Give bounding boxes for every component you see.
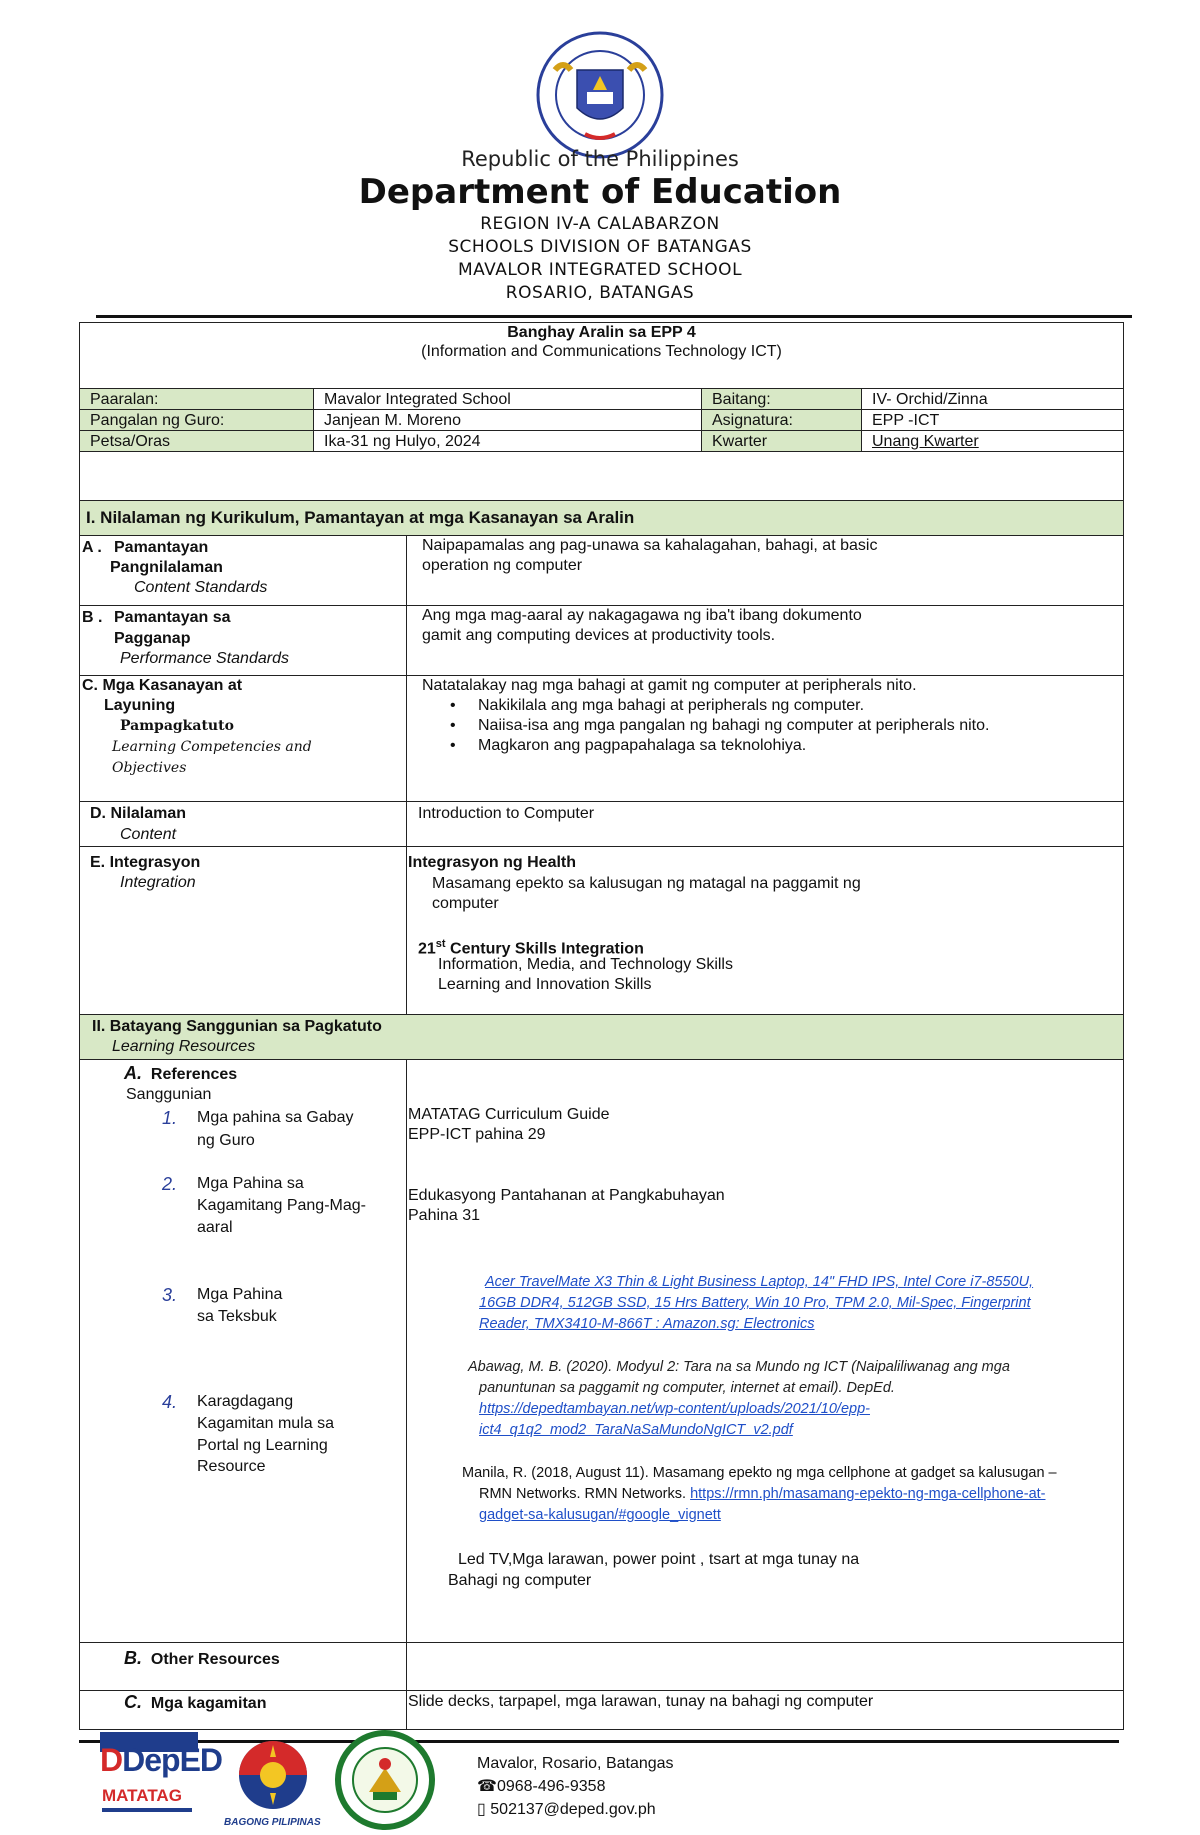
ref-value-1-line2: EPP-ICT pahina 29 [408, 1126, 546, 1143]
abawag-citation-line1: Abawag, M. B. (2020). Modyul 2: Tara na sa Mundo ng ICT (Naipaliliwanag ang mga [468, 1359, 1010, 1375]
d-subtitle: Content [120, 826, 177, 843]
bagong-pilipinas-text: BAGONG PILIPINAS [224, 1817, 321, 1828]
paaralan-value: Mavalor Integrated School [313, 388, 702, 410]
b-text-line2: gamit ang computing devices at productivity tools. [422, 627, 776, 644]
ref-label-4-line4: Resource [197, 1458, 266, 1475]
row-divider [79, 1642, 1124, 1643]
paaralan-label: Paaralan: [79, 388, 314, 410]
section-1-header [79, 500, 1124, 536]
century-skills-title: 21st Century Skills Integration [418, 938, 644, 958]
c-subtitle-line2: Objectives [112, 760, 187, 776]
c-title-line1: C. Mga Kasanayan at [82, 677, 243, 694]
abawag-citation-line2: panuntunan sa paggamit ng computer, internet at email). DepEd. [479, 1380, 895, 1396]
section-2-header [79, 1014, 1124, 1060]
b-subtitle: Performance Standards [120, 650, 289, 667]
baitang-value: IV- Orchid/Zinna [861, 388, 1124, 410]
phone-icon: ☎ [477, 1778, 497, 1795]
c-title-line2: Layuning [104, 697, 176, 714]
a-subtitle: Content Standards [134, 579, 268, 596]
section-2-subtitle: Learning Resources [112, 1038, 256, 1055]
b-letter: B . [82, 609, 103, 626]
header-divider [96, 315, 1132, 318]
b-text-line1: Ang mga mag-aaral ay nakagagawa ng iba't ibang dokumento [422, 607, 862, 624]
e-title: E. Integrasyon [90, 854, 201, 871]
a-letter: A . [82, 539, 102, 556]
ref-label-1-line2: ng Guro [197, 1132, 255, 1149]
skill-line2: Learning and Innovation Skills [438, 976, 652, 993]
footer-address: Mavalor, Rosario, Batangas [477, 1755, 674, 1772]
bagong-pilipinas-logo [218, 1735, 328, 1827]
list-item: • Nakikilala ang mga bahagi at peripherals ng computer. [478, 696, 989, 716]
b-title-line2: Pagganap [114, 630, 191, 647]
ref-number-2: 2. [162, 1174, 178, 1194]
column-divider [406, 1060, 407, 1730]
health-line2: computer [432, 895, 499, 912]
ref-value-2-line1: Edukasyong Pantahanan at Pangkabuhayan [408, 1187, 725, 1204]
kwarter-label: Kwarter [701, 430, 862, 452]
c-text: Natatalakay nag mga bahagi at gamit ng computer at peripherals nito. [422, 677, 917, 694]
row-divider [79, 1690, 1124, 1691]
footer-contact [477, 1752, 674, 1821]
b-title-line1: Pamantayan sa [114, 609, 231, 626]
school-line: MAVALOR INTEGRATED SCHOOL [457, 260, 743, 280]
guro-label: Pangalan ng Guro: [79, 409, 314, 431]
ref-value-1-line1: MATATAG Curriculum Guide [408, 1106, 610, 1123]
matatag-underline [102, 1808, 192, 1812]
school-seal-logo [335, 1730, 435, 1830]
ref-label-2-line3: aaral [197, 1219, 233, 1236]
health-line1: Masamang epekto sa kalusugan ng matagal na paggamit ng [432, 875, 861, 892]
other-resources-heading: B. Other Resources [124, 1648, 280, 1668]
c-objectives-list [478, 696, 989, 756]
ref-label-3-line2: sa Teksbuk [197, 1308, 277, 1325]
depedtambayan-link-line2[interactable]: ict4_q1q2_mod2_TaraNaSaMundoNgICT_v2.pdf [479, 1422, 793, 1438]
asignatura-value: EPP -ICT [861, 409, 1124, 431]
kwarter-value: Unang Kwarter [861, 430, 1124, 452]
republic-heading: Republic of the Philippines [461, 147, 739, 171]
baitang-label: Baitang: [701, 388, 862, 410]
skill-line1: Information, Media, and Technology Skills [438, 956, 733, 973]
ref-number-3: 3. [162, 1285, 178, 1305]
matatag-wordmark: MATATAG [102, 1786, 182, 1805]
section-1-title: I. Nilalaman ng Kurikulum, Pamantayan at mga Kasanayan sa Aralin [86, 508, 635, 527]
a-text-line1: Naipapamalas ang pag-unawa sa kahalagahan, bahagi, at basic [422, 537, 878, 554]
ref-label-2-line1: Mga Pahina sa [197, 1175, 304, 1192]
amazon-laptop-link-line3[interactable]: Reader, TMX3410-M-866T : Amazon.sg: Electronics [479, 1316, 815, 1332]
d-text: Introduction to Computer [418, 805, 595, 822]
row-divider [79, 801, 1124, 802]
health-integration-title: Integrasyon ng Health [408, 854, 577, 871]
list-item: • Magkaron ang pagpapahalaga sa teknolohiya. [478, 736, 989, 756]
guro-value: Janjean M. Moreno [313, 409, 702, 431]
footer-email: ▯ 502137@deped.gov.ph [477, 1801, 656, 1818]
deped-matatag-logo [100, 1738, 223, 1823]
plan-subtitle: (Information and Communications Technology ICT) [421, 343, 782, 360]
d-title: D. Nilalaman [90, 805, 187, 822]
deped-seal-logo [535, 30, 665, 160]
rmn-link-line2[interactable]: gadget-sa-kalusugan/#google_vignett [479, 1507, 721, 1523]
list-item: • Naiisa-isa ang mga pangalan ng bahagi ng computer at peripherals nito. [478, 716, 989, 736]
materials-line1: Led TV,Mga larawan, power point , tsart at mga tunay na [458, 1551, 860, 1568]
ref-label-3-line1: Mga Pahina [197, 1286, 283, 1303]
petsa-label: Petsa/Oras [79, 430, 314, 452]
column-divider [406, 536, 407, 1020]
deped-wordmark: DDepED [100, 1742, 223, 1778]
kagamitan-text: Slide decks, tarpapel, mga larawan, tunay na bahagi ng computer [408, 1693, 874, 1710]
c-subtitle-line1: Learning Competencies and [112, 739, 312, 755]
ref-number-1: 1. [162, 1108, 178, 1128]
kagamitan-heading: C. Mga kagamitan [124, 1692, 267, 1712]
section-2-title: II. Batayang Sanggunian sa Pagkatuto [92, 1018, 382, 1035]
division-line: SCHOOLS DIVISION OF BATANGAS [448, 237, 752, 257]
ref-label-4-line1: Karagdagang [197, 1393, 294, 1410]
a-title-line2: Pangnilalaman [110, 559, 223, 576]
references-heading: A. References [124, 1063, 238, 1083]
c-title-line3: Pampagkatuto [120, 718, 234, 734]
ref-label-4-line2: Kagamitan mula sa [197, 1415, 334, 1432]
sanggunian-label: Sanggunian [126, 1086, 212, 1103]
a-text-line2: operation ng computer [422, 557, 583, 574]
ref-label-2-line2: Kagamitang Pang-Mag- [197, 1197, 366, 1214]
manila-citation-line1: Manila, R. (2018, August 11). Masamang epekto ng mga cellphone at gadget sa kalusugan – [462, 1465, 1057, 1481]
rmn-link[interactable]: https://rmn.ph/masamang-epekto-ng-mga-cellphone-at- [690, 1486, 1046, 1502]
amazon-laptop-link-line2[interactable]: 16GB DDR4, 512GB SSD, 15 Hrs Battery, Win 10 Pro, TPM 2.0, Mil-Spec, Fingerprint [479, 1295, 1031, 1311]
location-line: ROSARIO, BATANGAS [505, 283, 695, 303]
asignatura-label: Asignatura: [701, 409, 862, 431]
department-heading: Department of Education [358, 172, 842, 212]
row-divider [79, 846, 1124, 847]
amazon-laptop-link[interactable]: Acer TravelMate X3 Thin & Light Business Laptop, 14" FHD IPS, Intel Core i7-8550U, [485, 1274, 1034, 1290]
region-line: REGION IV-A CALABARZON [480, 214, 720, 234]
plan-title: Banghay Aralin sa EPP 4 [507, 324, 696, 341]
footer-phone: ☎0968-496-9358 [477, 1778, 606, 1795]
ref-number-4: 4. [162, 1392, 178, 1412]
manila-citation-line2: RMN Networks. RMN Networks. https://rmn.ph/masamang-epekto-ng-mga-cellphone-at- [479, 1486, 1046, 1502]
depedtambayan-link[interactable]: https://depedtambayan.net/wp-content/uploads/2021/10/epp- [479, 1401, 870, 1417]
e-subtitle: Integration [120, 874, 196, 891]
petsa-value: Ika-31 ng Hulyo, 2024 [313, 430, 702, 452]
ref-value-2-line2: Pahina 31 [408, 1207, 481, 1224]
materials-line2: Bahagi ng computer [448, 1572, 592, 1589]
a-title-line1: Pamantayan [114, 539, 209, 556]
ref-label-1-line1: Mga pahina sa Gabay [197, 1109, 354, 1126]
ref-label-4-line3: Portal ng Learning [197, 1437, 328, 1454]
email-icon: ▯ [477, 1801, 486, 1818]
